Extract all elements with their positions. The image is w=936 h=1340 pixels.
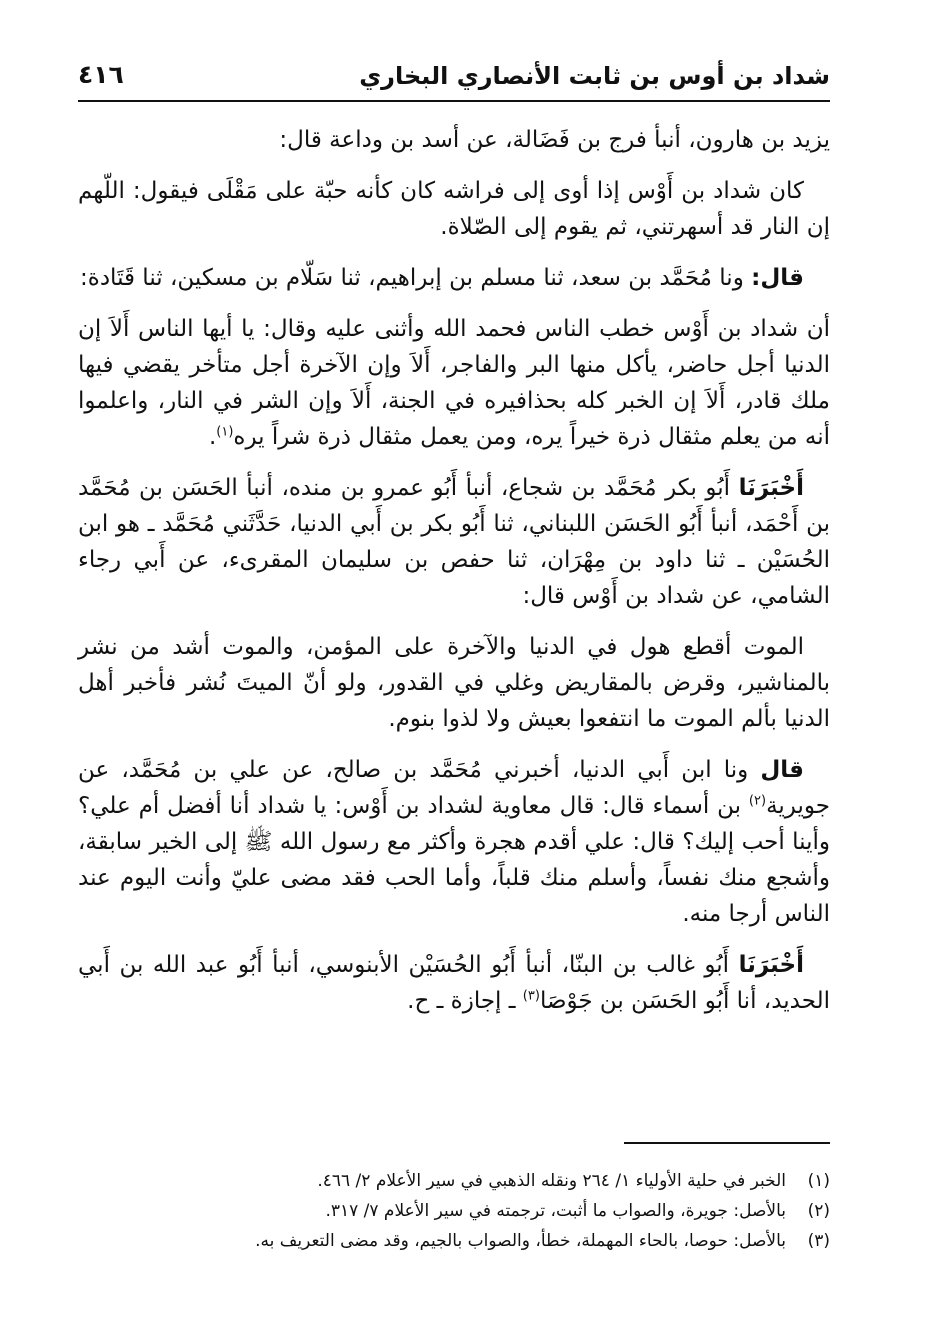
page-header <box>78 60 830 102</box>
footnote-2-text: بالأصل: جويرة، والصواب ما أثبت، ترجمته في سير الأعلام ٧/ ٣١٧. <box>325 1201 786 1221</box>
footnote-ref-2[interactable]: (٢) <box>748 793 767 809</box>
paragraph-5 <box>78 470 830 614</box>
paragraph-5-lead: أَخْبَرَنَا <box>738 475 804 501</box>
paragraph-8-text-a: أَبُو غالب بن البنّا، أنبأ أَبُو الحُسَيْن الأبنوسي، أنبأ أَبُو عبد الله بن أَبي الحديد، أنا أَبُو الحَسَن بن جَوْصَا <box>78 952 830 1014</box>
footnote-3 <box>78 1226 830 1256</box>
paragraph-8-text-b: ـ إجازة ـ ح. <box>407 988 523 1014</box>
paragraph-4 <box>78 311 830 455</box>
main-text <box>78 122 830 1034</box>
paragraph-1: يزيد بن هارون، أنبأ فرج بن فَضَالة، عن أسد بن وداعة قال: <box>279 127 830 153</box>
footnote-1 <box>78 1166 830 1196</box>
paragraph-3-lead: قال: <box>751 265 804 291</box>
paragraph-3-text: ونا مُحَمَّد بن سعد، ثنا مسلم بن إبراهيم، ثنا سَلّام بن مسكين، ثنا قَتَادة: <box>80 265 752 291</box>
paragraph-5-text: أَبُو بكر مُحَمَّد بن شجاع، أنبأ أَبُو عمرو بن منده، أنبأ الحَسَن بن مُحَمَّد بن أَحْمَد، أنبأ أَبُو الحَسَن اللبناني، ثنا أَبُو بكر بن أَبي الدنيا، حَدَّثَني مُحَمَّد ـ هو ابن الحُسَيْن ـ ثنا داود بن مِهْرَان، ثنا حفص بن سليمان المقرىء، عن أَبي رجاء الشامي، عن شداد بن أَوْس قال: <box>78 475 830 609</box>
footnote-3-number: (٣) <box>807 1231 830 1251</box>
footnote-1-text: الخبر في حلية الأولياء ١/ ٢٦٤ ونقله الذهبي في سير الأعلام ٢/ ٤٦٦. <box>317 1171 786 1191</box>
paragraph-4-end: . <box>208 424 217 450</box>
paragraph-4-text: أن شداد بن أَوْس خطب الناس فحمد الله وأثنى عليه وقال: يا أيها الناس أَلاَ إن الدنيا أجل حاضر، يأكل منها البر والفاجر، أَلاَ وإن الآخرة أجل متأخر يقضي فيها ملك قادر، أَلاَ إن الخبر كله بحذافيره في الجنة، أَلاَ وإن الشر في النار، واعلموا أنه من يعلم مثقال ذرة خيراً يره، ومن يعمل مثقال ذرة شراً يره <box>78 316 830 450</box>
paragraph-6: الموت أقطع هول في الدنيا والآخرة على المؤمن، والموت أشد من نشر بالمناشير، وقرض بالمقاريض وغلي في القدور، ولو أنّ الميتَ نُشر فأخبر أهل الدنيا بألم الموت ما انتفعوا بعيش ولا لذوا بنوم. <box>78 634 830 732</box>
paragraph-8 <box>78 947 830 1019</box>
running-title: شداد بن أوس بن ثابت الأنصاري البخاري <box>359 62 830 90</box>
footnote-2-number: (٢) <box>807 1201 830 1221</box>
paragraph-2: كان شداد بن أَوْس إذا أوى إلى فراشه كان كأنه حبّة على مَقْلَى فيقول: اللّهم إن النار قد أسهرتني، ثم يقوم إلى الصّلاة. <box>78 178 830 240</box>
footnote-1-number: (١) <box>807 1171 830 1191</box>
footnote-2 <box>78 1196 830 1226</box>
paragraph-7-text-a: ونا ابن أَبي الدنيا، أخبرني مُحَمَّد بن صالح، عن علي بن مُحَمَّد، عن جويرية <box>78 757 830 819</box>
footnote-separator <box>624 1142 830 1144</box>
footnote-ref-1[interactable]: (١) <box>216 424 234 440</box>
footnote-3-text: بالأصل: حوصا، بالحاء المهملة، خطأ، والصواب بالجيم، وقد مضى التعريف به. <box>255 1231 786 1251</box>
paragraph-7-lead: قال <box>760 757 804 783</box>
paragraph-8-lead: أَخْبَرَنَا <box>738 952 804 978</box>
footnote-ref-3[interactable]: (٣) <box>522 988 540 1004</box>
footnotes <box>78 1166 830 1256</box>
paragraph-7 <box>78 752 830 932</box>
paragraph-7-text-b: بن أسماء قال: قال معاوية لشداد بن أَوْس: يا شداد أنا أفضل أم علي؟ وأينا أحب إليك؟ قال: علي أقدم هجرة وأكثر مع رسول الله ﷺ إلى الخير سابقة، وأشجع منك نفساً، وأسلم منك قلباً، وأما الحب فقد مضى عليّ وأنت اليوم عند الناس أرجا منه. <box>78 793 830 927</box>
paragraph-3 <box>78 260 830 296</box>
page-number: ٤١٦ <box>78 60 124 89</box>
